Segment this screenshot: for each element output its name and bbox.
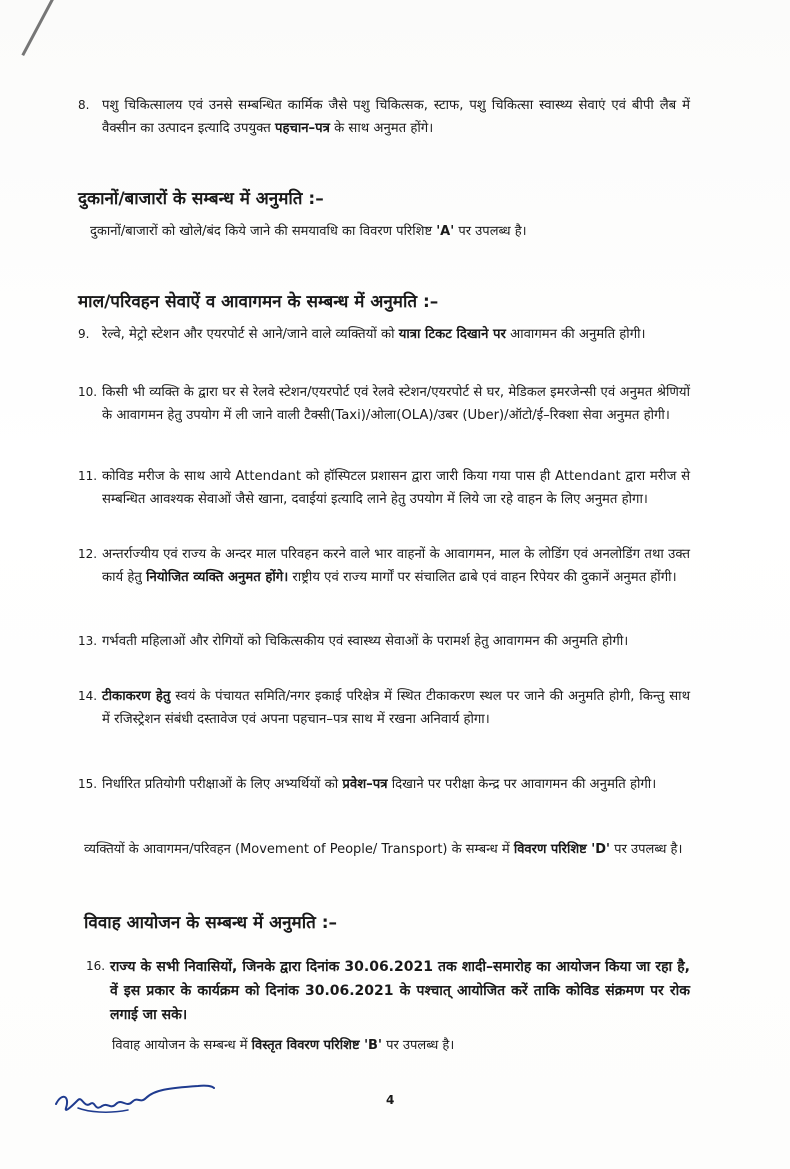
item-text: किसी भी व्यक्ति के द्वारा घर से रेलवे स्टेशन/एयरपोर्ट एवं रेलवे स्टेशन/एयरपोर्ट से घर, मेडिकल इमरजेन्सी एवं अनुमत श्रेणियों के आवागमन हेतु उपयोग में ली जाने वाली टैक्सी(Taxi)/ओला(OLA)/उबर (Uber)/ऑटो/ई–रिक्शा सेवा अनुमत होगी। [102, 385, 690, 423]
list-item-16 [86, 955, 690, 1027]
bold-phrase: टीकाकरण हेतु [102, 689, 171, 704]
bold-phrase: प्रवेश–पत्र [342, 777, 388, 792]
item-number: 16. [86, 959, 106, 973]
list-item-12 [78, 543, 690, 589]
section-heading-transport: माल/परिवहन सेवाऐं व आवागमन के सम्बन्ध में अनुमति :– [78, 292, 439, 312]
item-text: गर्भवती महिलाओं और रोगियों को चिकित्सकीय एवं स्वास्थ्य सेवाओं के परामर्श हेतु आवागमन की अनुमति होगी। [102, 634, 629, 649]
item-number: 11. [78, 469, 98, 483]
section-heading-shops: दुकानों/बाजारों के सम्बन्ध में अनुमति :– [78, 189, 324, 209]
paragraph-shops: दुकानों/बाजारों को खोले/बंद किये जाने की समयावधि का विवरण परिशिष्ट 'A' पर उपलब्ध है। [90, 224, 527, 239]
item-number: 9. [78, 327, 90, 341]
item-text: कोविड मरीज के साथ आये Attendant को हॉस्पिटल प्रशासन द्वारा जारी किया गया पास ही Attendant द्वारा मरीज से सम्बन्धित आवश्यक सेवाओं जैसे खाना, दवाईयां इत्यादि लाने हेतु उपयोग में लिये जा रहे वाहन के लिए अनुमत होगा। [102, 469, 690, 507]
bold-phrase: नियोजित व्यक्ति अनुमत होंगे। [146, 570, 289, 585]
list-item-13 [78, 630, 690, 653]
item-number: 12. [78, 547, 98, 561]
item-text: निर्धारित प्रतियोगी परीक्षाओं के लिए अभ्यर्थियों को प्रवेश–पत्र दिखाने पर परीक्षा केन्द्र पर आवागमन की अनुमति होगी। [102, 777, 657, 792]
item-text: राज्य के सभी निवासियों, जिनके द्वारा दिनांक 30.06.2021 तक शादी–समारोह का आयोजन किया जा रहा है, वें इस प्रकार के कार्यक्रम को दिनांक 30.06.2021 के पश्चात् आयोजित करें ताकि कोविड संक्रमण पर रोक लगाई जा सके। [110, 959, 690, 1023]
item-text: अन्तर्राज्यीय एवं राज्य के अन्दर माल परिवहन करने वाले भार वाहनों के आवागमन, माल के लोडिंग एवं अनलोडिंग तथा उक्त कार्य हेतु नियोजित व्यक्ति अनुमत होंगे। राष्ट्रीय एवं राज्य मार्गों पर संचालित ढाबे एवं वाहन रिपेयर की दुकानें अनुमत होंगी। [102, 547, 690, 585]
item-number: 15. [78, 777, 98, 791]
item-text: पशु चिकित्सालय एवं उनसे सम्बन्धित कार्मिक जैसे पशु चिकित्सक, स्टाफ, पशु चिकित्सा स्वास्थ्य सेवाएं एवं बीपी लैब में वैक्सीन का उत्पादन इत्यादि उपयुक्त पहचान–पत्र के साथ अनुमत होंगे। [102, 98, 690, 136]
item-number: 14. [78, 689, 98, 703]
bold-phrase: पहचान–पत्र [274, 121, 330, 136]
scan-edge-mark [21, 0, 61, 56]
list-item-10 [78, 381, 690, 427]
item-text: रेल्वे, मेट्रो स्टेशन और एयरपोर्ट से आने/जाने वाले व्यक्तियों को यात्रा टिकट दिखाने पर आवागमन की अनुमति होगी। [102, 327, 646, 342]
paragraph-movement: व्यक्तियों के आवागमन/परिवहन (Movement of People/ Transport) के सम्बन्ध में विवरण परिशिष्ट 'D' पर उपलब्ध है। [84, 842, 683, 857]
list-item-14 [78, 685, 690, 731]
list-item-8 [78, 94, 690, 140]
bold-phrase: यात्रा टिकट दिखाने पर [398, 327, 506, 342]
list-item-9 [78, 323, 690, 346]
list-item-11 [78, 465, 690, 511]
paragraph-wedding: विवाह आयोजन के सम्बन्ध में विस्तृत विवरण परिशिष्ट 'B' पर उपलब्ध है। [112, 1038, 455, 1053]
item-number: 8. [78, 98, 90, 112]
list-item-15 [78, 773, 690, 796]
section-heading-wedding: विवाह आयोजन के सम्बन्ध में अनुमति :– [84, 913, 338, 933]
page-number: 4 [386, 1093, 395, 1107]
handwritten-signature [48, 1074, 218, 1124]
item-number: 10. [78, 385, 98, 399]
item-text: टीकाकरण हेतु स्वयं के पंचायत समिति/नगर इकाई परिक्षेत्र में स्थित टीकाकरण स्थल पर जाने की अनुमति होगी, किन्तु साथ में रजिस्ट्रेशन संबंधी दस्तावेज एवं अपना पहचान–पत्र साथ में रखना अनिवार्य होगा। [102, 689, 690, 727]
item-number: 13. [78, 634, 98, 648]
